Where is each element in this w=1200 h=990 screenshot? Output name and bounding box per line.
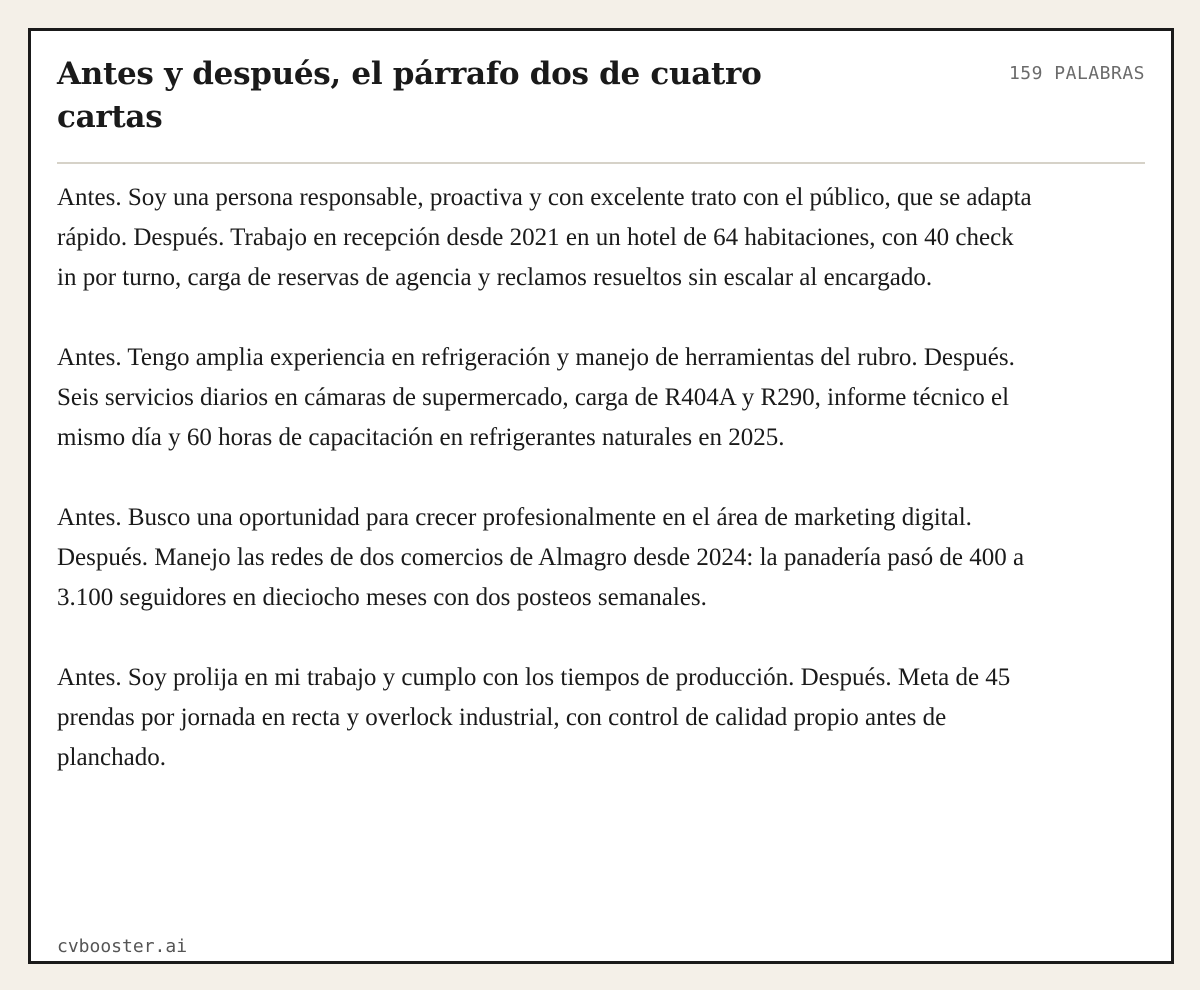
paragraph-marketing: Antes. Busco una oportunidad para crecer profesionalmente en el área de marketing digital. Después. Manejo las redes de dos comercios de Almagro desde 2024: la panadería pasó de 400 a 3.100 seguidores en dieciocho meses con dos posteos semanales. <box>57 504 1025 611</box>
word-count-badge: 159 PALABRAS <box>1008 63 1145 84</box>
brand-footer: cvbooster.ai <box>57 936 188 957</box>
page-title: Antes y después, el párrafo dos de cuatro cartas <box>57 56 762 135</box>
paragraphs <box>57 178 1032 818</box>
paragraph-reception: Antes. Soy una persona responsable, proactiva y con excelente trato con el público, que se adapta rápido. Después. Trabajo en recepción desde 2021 en un hotel de 64 habitaciones, con 40 check in por turno, carga de reservas de agencia y reclamos resueltos sin escalar al encargado. <box>57 184 1032 291</box>
paragraph-refrigeration: Antes. Tengo amplia experiencia en refrigeración y manejo de herramientas del rubro. Después. Seis servicios diarios en cámaras de supermercado, carga de R404A y R290, informe técnico el mismo día y 60 horas de capacitación en refrigerantes naturales en 2025. <box>57 344 1015 451</box>
letter-card <box>28 28 1174 964</box>
card-header <box>57 31 1145 164</box>
paragraph-textile: Antes. Soy prolija en mi trabajo y cumplo con los tiempos de producción. Después. Meta de 45 prendas por jornada en recta y overlock industrial, con control de calidad propio antes de planchado. <box>57 664 1011 771</box>
